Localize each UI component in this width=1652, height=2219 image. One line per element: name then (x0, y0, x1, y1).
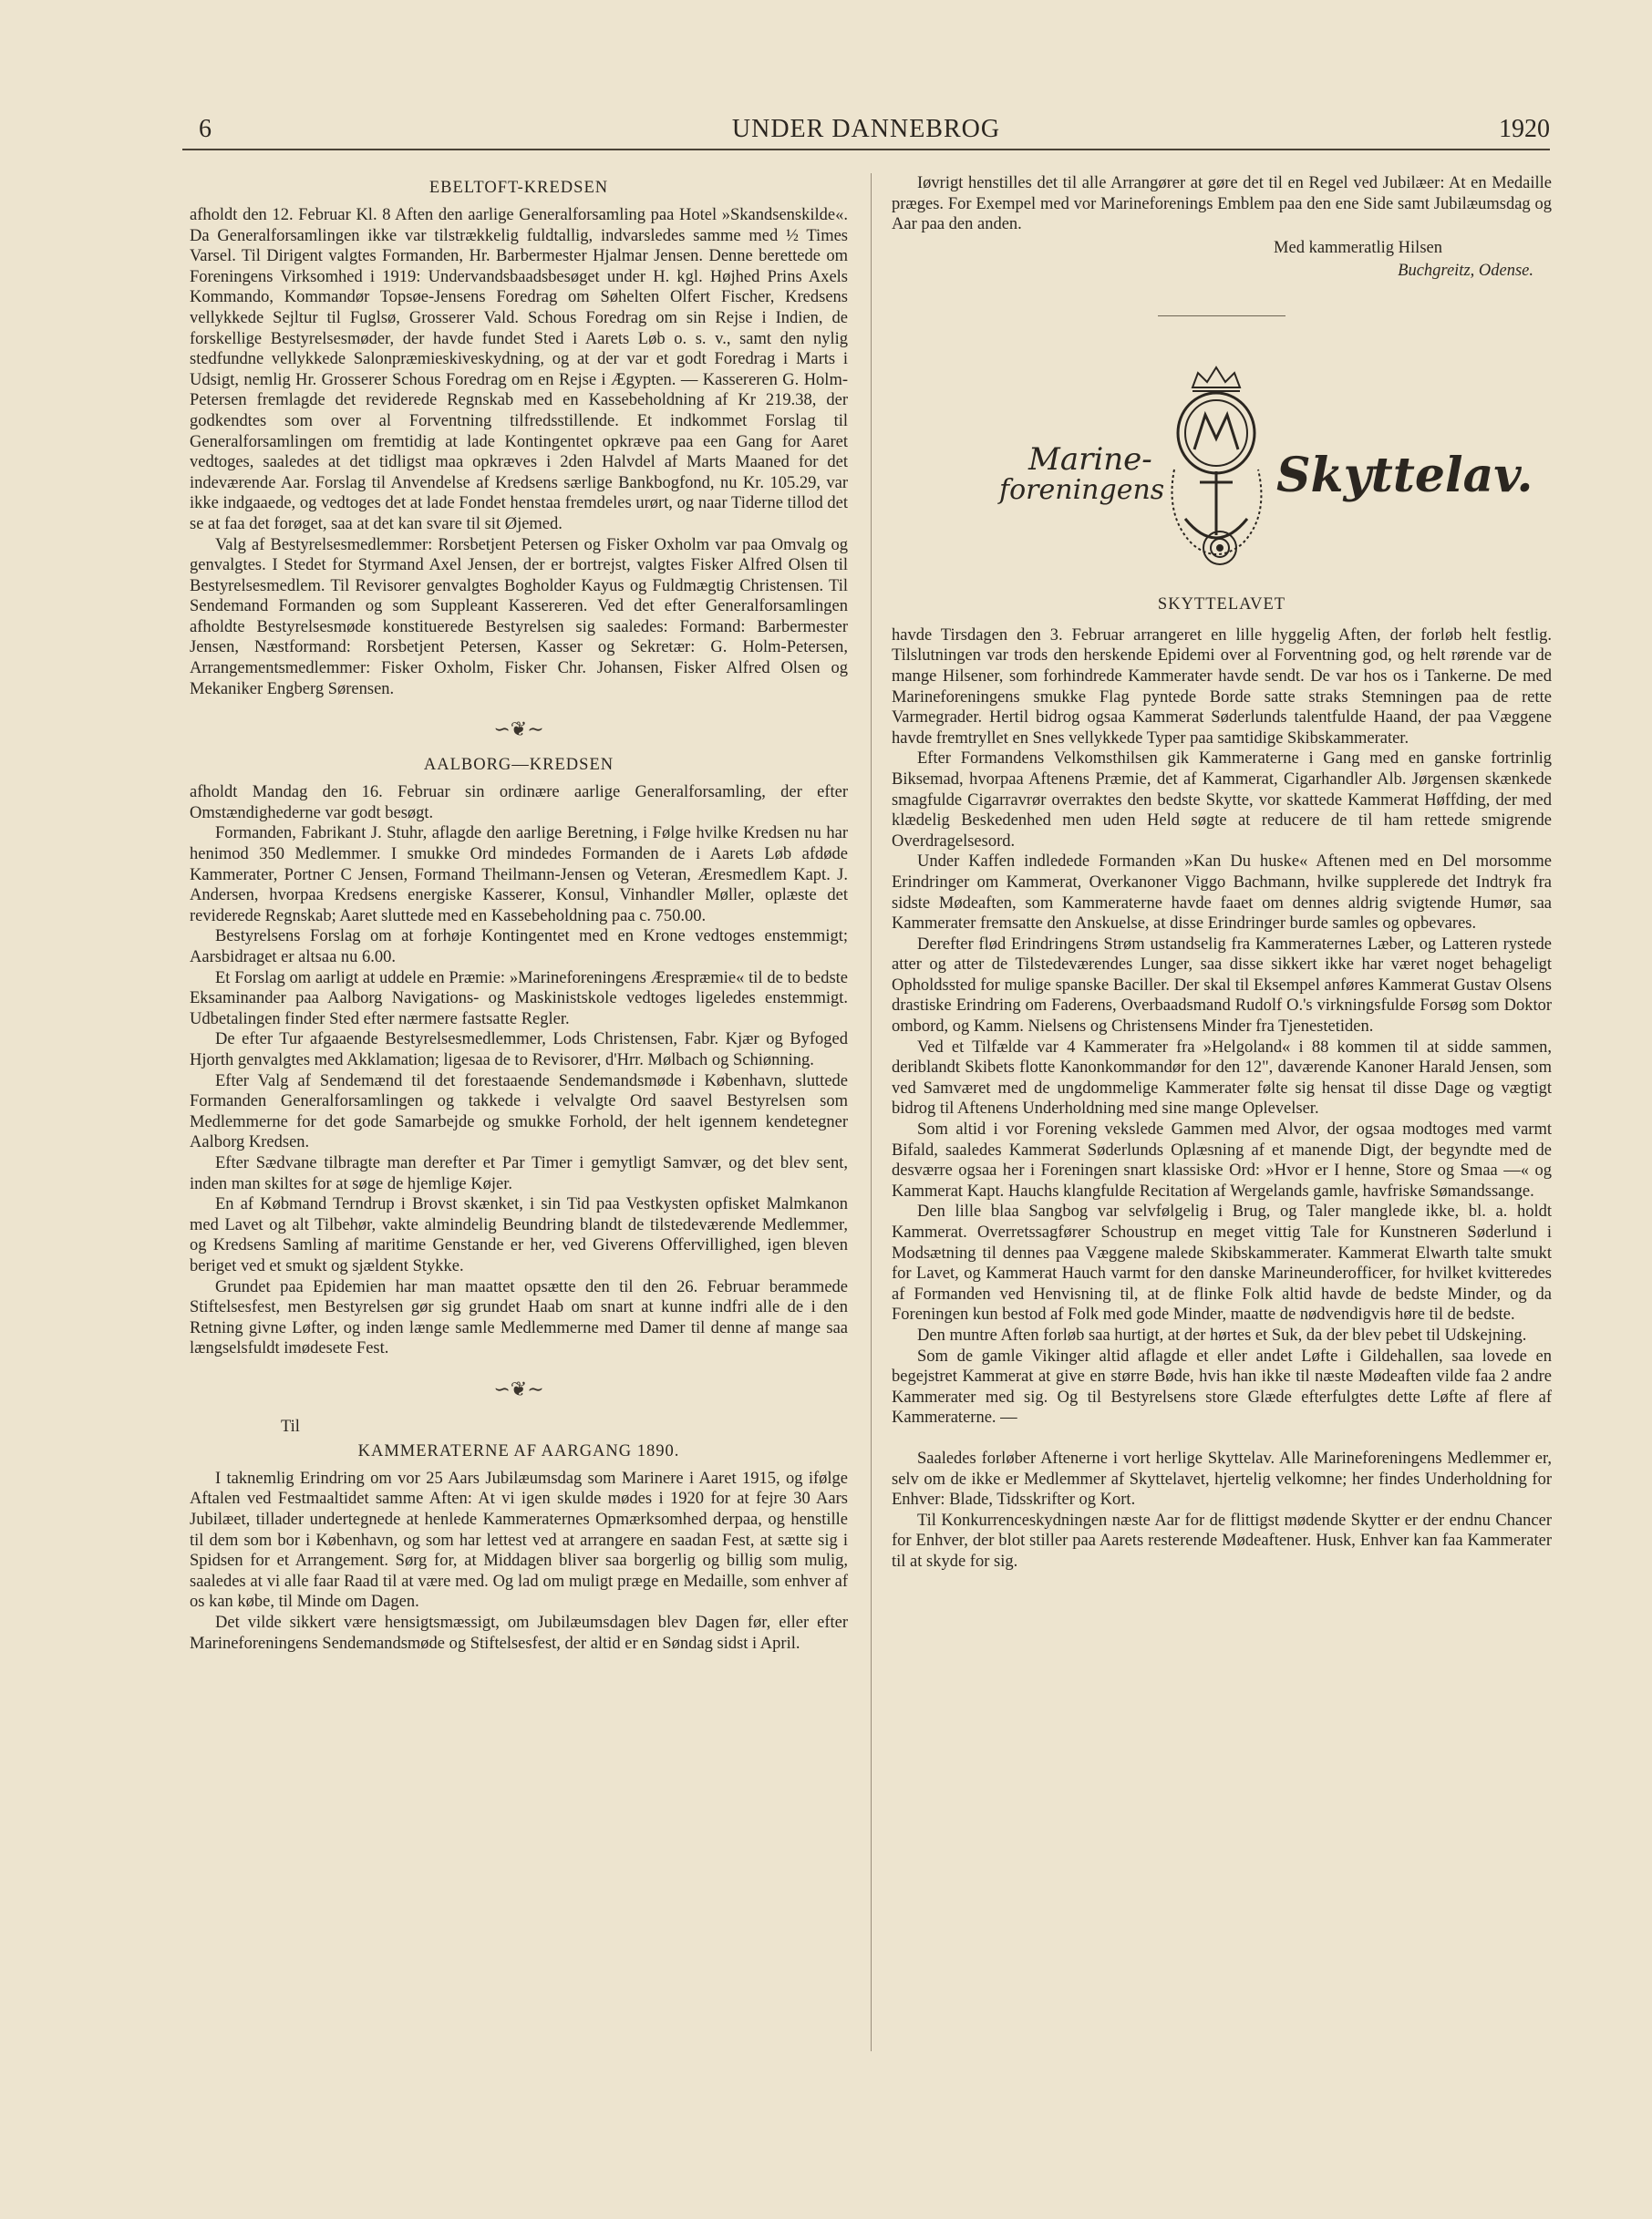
ebeltoft-heading: EBELTOFT-KREDSEN (428, 179, 609, 197)
aalborg-paragraph: De efter Tur afgaaende Bestyrelsesmedlemmer, Lods Christensen, Fabr. Kjær og Byfoged Hjorth genvalgtes med Akklamation; ligesaa de to Revisorer, d'Hrr. Mølbach og Schiønning. (190, 1030, 848, 1069)
ebeltoft-paragraph: afholdt den 12. Februar Kl. 8 Aften den aarlige Generalforsamling paa Hotel »Skandsenskilde«. Da Generalforsamlingen ikke var tilstrækkelig fuldtallig, indvarsledes samme med ½ Times Varsel. Til Dirigent valgtes Formanden, Hr. Barbermester Hjalmar Jensen. Denne berettede om Foreningens Virksomhed i 1919: Undervandsbaadsbesøget under H. kgl. Højhed Prins Axels Kommando, Kommandør Topsøe-Jensens Foredrag om Søhelten Olfert Fischer, Kredsens vellykkede Sejltur til Fuglsø, Grosserer Vald. Schous Foredrag om sin Rejse i Indien, de forskellige Bestyrelsesmøder, der havde fundet Sted i Aarets Løb o. s. v., samt den nylig stedfundne vellykkede Salonpræmieskiveskydning, og at der var et godt Foredrag i Marts i Udsigt, nemlig Hr. Grosserer Schous Foredrag om en Rejse i Ægypten. — Kassereren G. Holm-Petersen fremlagde det reviderede Regnskab med en Kassebeholdning af Kr 219.38, der godkendtes som over al Forventning tilfredsstillende. Et indkommet Forslag til Generalforsamlingen om fremtidig at lade Kontingentet opkræve paa een Gang for Aaret vedtoges, saaledes at det tidligst maa opkræves i 2den Halvdel af Marts Maaned for det indeværende Aar. Forslag til Anvendelse af Kredsens særlige Bankbogfond, nu Kr. 105.29, var ikke indgaaede, og vedtoges det at lade Fondet henstaa fremdeles urørt, og naar Tiderne tillod det se at faa det forøget, saa at det kan svare til sit Øjemed. (190, 206, 848, 533)
skyttelavet-paragraph: Som de gamle Vikinger altid aflagde et eller andet Løfte i Gildehallen, saa lovede en begejstret Kammerat at give en større Bøde, hvis han ikke til næste Mødeaften vilde faa 2 andre Kammerater med sig. Og til Bestyrelsens store Glæde efterfulgtes dette Løfte af flere af Kammeraterne. — (892, 1347, 1552, 1428)
aalborg-paragraph: Et Forslag om aarligt at uddele en Præmie: »Marineforeningens Ærespræmie« til de to bedste Eksaminander paa Aalborg Navigations- og Maskinistskole vedtoges ligeledes enstemmigt. Udbetalingen finder Sted efter nærmere fastsatte Regler. (190, 968, 848, 1028)
right-column (892, 173, 1552, 1573)
page-number: 6 (199, 115, 212, 143)
page-header (182, 113, 1550, 150)
aalborg-heading: AALBORG—KREDSEN (423, 756, 614, 775)
intro-paragraph: Iøvrigt henstilles det til alle Arrangører at gøre det til en Regel ved Jubilæer: At en Medaille præges. For Exempel med vor Marineforenings Emblem paa den ene Side samt Jubilæumsdag og Aar paa den anden. (892, 174, 1552, 234)
aalborg-paragraph: Grundet paa Epidemien har man maattet opsætte den til den 26. Februar berammede Stiftelsesfest, men Bestyrelsen gør sig grundet Haab om snart at kunne indfri alle de i den Retning givne Løfter, og inden længe samle Medlemmerne med Damer til denne af mange saa længselsfuldt imødesete Fest. (190, 1277, 848, 1358)
closing-greeting: Med kammeratlig Hilsen (1274, 238, 1442, 257)
skyttelavet-paragraph: Under Kaffen indledede Formanden »Kan Du huske« Aftenen med en Del morsomme Erindringer om Kammerat, Overkanoner Viggo Bachmann, hvilke supplerede det Indtryk fra sidste Mødeaften, som Kammeraterne havde faaet om dennes aldrig svigtende Humør, saa Kammerater fremsatte den Anskuelse, at disse Erindringer burde samles og opbevares. (892, 852, 1552, 934)
logo-left-word1: Marine- (1028, 440, 1152, 478)
header-rule (182, 149, 1550, 150)
aalborg-paragraph: En af Købmand Terndrup i Brovst skænket, i sin Tid paa Vestkysten opfisket Malmkanon med Lavet og alt Tilbehør, vakte almindelig Beundring blandt de tilstedeværende Medlemmer, og Kredsens Samling af maritime Genstande er her, ved Giverens Offervillighed, igen bleven beriget ved et smukt og sjældent Stykke. (190, 1195, 848, 1275)
anchor-crest-icon (892, 362, 1552, 590)
skyttelavet-paragraph: Den muntre Aften forløb saa hurtigt, at der hørtes et Suk, da der blev pebet til Udskejning. (917, 1326, 1527, 1345)
skyttelavet-paragraph: Saaledes forløber Aftenerne i vort herlige Skyttelav. Alle Marineforeningens Medlemmer er, selv om de ikke er Medlemmer af Skyttelavet, hjertelig velkomne; her findes Underholdning for Enhver: Blade, Tidsskrifter og Kort. (892, 1449, 1552, 1510)
aalborg-paragraph: afholdt Mandag den 16. Februar sin ordinære aarlige Generalforsamling, der efter Omstændighederne var godt besøgt. (190, 783, 848, 822)
page-year: 1920 (1499, 115, 1550, 143)
skyttelavet-paragraph: Som altid i vor Forening vekslede Gammen med Alvor, der ogsaa modtoges med varmt Bifald, saaledes Kammerat Søderlunds Oplæsning af et manende Digt, der begyndte med de desværre ogsaa her i Foreningen snart klassiske Ord: »Hvor er I henne, Store og Smaa —« og Kammerat Kapt. Hauchs klangfulde Recitation af Wergelands gamle, havfriske Sømandssange. (892, 1120, 1552, 1201)
ornament-divider: ∽❦∼ (493, 1377, 544, 1400)
column-divider (871, 173, 872, 2051)
left-column (190, 173, 848, 1654)
aalborg-paragraph: Efter Sædvane tilbragte man derefter et Par Timer i gemytligt Samvær, og det blev sent, inden man skiltes for at søge de hjemlige Køjer. (190, 1153, 848, 1193)
skyttelavet-paragraph: havde Tirsdagen den 3. Februar arrangeret en lille hyggelig Aften, der forløb helt festlig. Tilslutningen var trods den herskende Epidemi over al Forventning god, og helt rørende var de mange Hilsener, som forhindrede Kammerater havde sendt. De var hos os i Tankerne. De med Marineforeningens smukke Flag pyntede Borde satte straks Stemningen paa de rette Varmegrader. Hertil bidrog ogsaa Kammerat Søderlunds talentfulde Haand, der paa Væggene havde fremtryllet en Snes vellykkede Typer paa samtidige Skibskammerater. (892, 625, 1552, 748)
kammeraterne-paragraph: I taknemlig Erindring om vor 25 Aars Jubilæumsdag som Marinere i Aaret 1915, og ifølge Aftalen ved Festmaaltidet samme Aften: At vi igen skulde mødes i 1920 for at fejre 30 Aars Jubilæet, tillader undertegnede at henlede Kammeraternes Opmærksomhed derpaa, og henstille til dem som bor i København, og som har lettest ved at arrangere en saadan Fest, at sætte sig i Spidsen for et Arrangement. Sørg for, at Middagen bliver saa borgerlig og billig som mulig, saaledes at vi alle faar Raad til at være med. Og lad om muligt præge en Medaille, som enhver af os kan købe, til Minde om Dagen. (190, 1469, 848, 1612)
skyttelavet-paragraph: Til Konkurrenceskydningen næste Aar for de flittigst mødende Skytter er der endnu Chancer for Enhver, der blot stiller paa Aarets resterende Mødeaftener. Husk, Enhver kan faa Kammerater til at skyde for sig. (892, 1511, 1552, 1571)
signature: Buchgreitz, Odense. (1398, 261, 1533, 280)
logo-left-word2: foreningens (999, 473, 1165, 506)
skyttelavet-heading: SKYTTELAVET (1157, 594, 1286, 614)
skyttelavet-paragraph: Ved et Tilfælde var 4 Kammerater fra »Helgoland« i 88 kommen til at sidde sammen, deriblandt Skibets flotte Kanonkommandør for den 12", daværende Kanoner Harald Jensen, som ved Samværet med de ungdommelige Kammerater følte sig hensat til disse Dage og vægtigt bidrog til Aftenens Underholdning med sine mange Oplevelser. (892, 1037, 1552, 1119)
skyttelavet-paragraph: Efter Formandens Velkomsthilsen gik Kammeraterne i Gang med en ganske fortrinlig Biksemad, hvorpaa Aftenens Præmie, det af Kammerat, Cigarhandler Alb. Jørgensen skænkede smagfulde Cigarravrør overraktes den bedste Skytte, vor skattede Kammerat Høffding, der med klædelig Beskedenhed men uden Held søgte at reducere de til ham rettede smigrende Overdragelsesord. (892, 749, 1552, 851)
til-label: Til (281, 1417, 300, 1436)
skyttelavet-paragraph: Derefter flød Erindringens Strøm ustandselig fra Kammeraternes Læber, og Latteren rystede atter og atter de Tilstedeværendes Lunger, saa disse sikkert ikke har været noget behageligt Opholdssted for mulige spanske Baciller. Der skal til Eksempel anføres Kammerat Gustav Olsens drastiske Erindring om Faderens, Overbaadsmand Rudolf O.'s virkningsfulde Forsøg som Doktor ombord, og Kamm. Nielsens og Christensens Minder fra Tjenestetiden. (892, 934, 1552, 1037)
logo-right-word: Skyttelav. (1276, 447, 1533, 503)
ornament-divider: ∽❦∼ (493, 717, 544, 741)
page-title: UNDER DANNEBROG (731, 115, 1001, 143)
aalborg-paragraph: Bestyrelsens Forslag om at forhøje Kontingentet med en Krone vedtoges enstemmigt; Aarsbidraget er altsaa nu 6.00. (190, 927, 848, 966)
aalborg-paragraph: Formanden, Fabrikant J. Stuhr, aflagde den aarlige Beretning, i Følge hvilke Kredsen nu har henimod 350 Medlemmer. I smukke Ord mindedes Formanden de i Aarets Løb afdøde Kammerater, Portner C Jensen, Formand Theilmann-Jensen og Veteran, Æresmedlem Kapt. J. Andersen, hvorpaa Kredsens energiske Kasserer, Konsul, Vinhandler Møller, oplæste det reviderede Regnskab; Aaret sluttede med en Kassebeholdning paa c. 750.00. (190, 824, 848, 925)
aalborg-paragraph: Efter Valg af Sendemænd til det forestaaende Sendemandsmøde i København, sluttede Formanden Generalforsamlingen og takkede i velvalgte Ord saavel Bestyrelsen som Medlemmerne for det gode Samarbejde og smukke Forhold, der helt igennem kendetegner Aalborg Kredsen. (190, 1071, 848, 1152)
kammeraterne-heading: KAMMERATERNE AF AARGANG 1890. (357, 1441, 680, 1460)
kammeraterne-paragraph: Det vilde sikkert være hensigtsmæssigt, om Jubilæumsdagen blev Dagen før, eller efter Marineforeningens Sendemandsmøde og Stiftelsesfest, der altid er en Søndag sidst i April. (190, 1614, 848, 1653)
short-divider (1158, 315, 1285, 316)
skyttelavet-paragraph: Den lille blaa Sangbog var selvfølgelig i Brug, og Taler manglede ikke, bl. a. holdt Kammerat. Overretssagfører Schoustrup en meget vittig Tale for Kunstneren Søderlund i Modsætning til dennes paa Væggene malede Skibskammerater. Kammerat Elwarth talte smukt for Lavet, og Kammerat Hauch varmt for den danske Marineunderofficer, for hvilket kvitteredes af Formanden ved Henvisning til, at de flinke Folk altid havde de bedste Minder, og da Foreningen kun bestod af Folk med gode Minder, maatte de nødvendigvis høre til de bedste. (892, 1202, 1552, 1325)
ebeltoft-paragraph: Valg af Bestyrelsesmedlemmer: Rorsbetjent Petersen og Fisker Oxholm var paa Omvalg og genvalgtes. I Stedet for Styrmand Axel Jensen, der er bortrejst, valgtes Fisker Alfred Olsen til Bestyrelsesmedlem. Til Revisorer genvalgtes Bogholder Kayus og Fuldmægtig Christensen. Til Sendemand Formanden og som Suppleant Kassereren. Ved det efter Generalforsamlingen afholdte Bestyrelsesmøde konstituerede Bestyrelsen sig saaledes: Formand: Barbermester Jensen, Næstformand: Rorsbetjent Petersen, Kasser og Sekretær: G. Holm-Petersen, Arrangementsmedlemmer: Fisker Oxholm, Fisker Chr. Johansen, Fisker Alfred Olsen og Mekaniker Engberg Sørensen. (190, 535, 848, 698)
skyttelav-logo (892, 362, 1552, 590)
